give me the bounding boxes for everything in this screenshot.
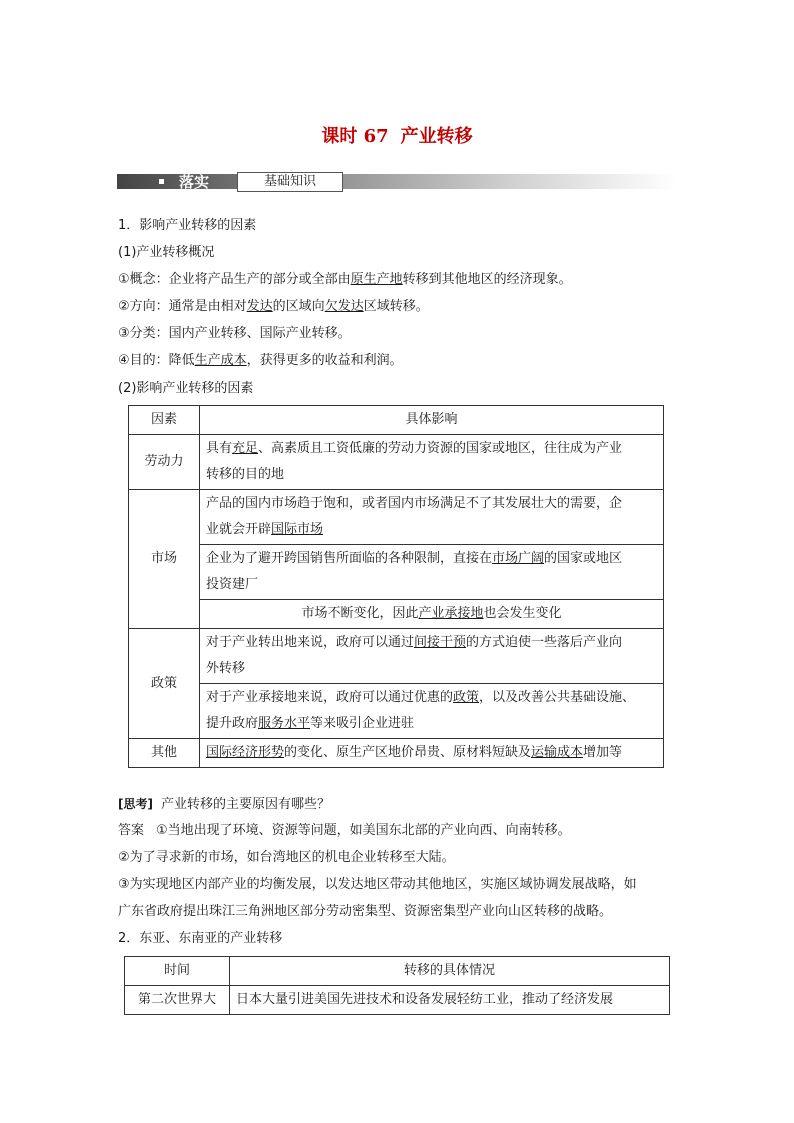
table-row <box>129 490 664 545</box>
answer-line-1 <box>118 821 571 841</box>
subheading-factors: (2)影响产业转移的因素 <box>118 381 254 396</box>
underlined-answer: 国际市场 <box>271 522 324 537</box>
answer-line-4: 广东省政府提出珠江三角洲地区部分劳动密集型、资源密集型产业向山区转移的战略。 <box>118 904 613 919</box>
effect-cell <box>200 600 664 629</box>
text: 具有 <box>206 441 233 456</box>
lesson-topic: 产业转移 <box>400 126 473 147</box>
effect-cell <box>200 435 664 490</box>
answer-line-2: ②为了寻求新的市场，如台湾地区的机电企业转移至大陆。 <box>118 850 455 865</box>
table-row <box>129 739 664 768</box>
answer-line-3: ③为实现地区内部产业的均衡发展，以发达地区带动其他地区，实施区域协调发展战略，如 <box>118 877 637 892</box>
text: 等来吸引企业进驻 <box>310 716 415 731</box>
underlined-answer: 原生产地 <box>350 272 403 287</box>
underlined-answer: 国际经济形势 <box>206 745 285 760</box>
text: ④目的：降低 <box>118 353 195 368</box>
effect-cell <box>200 629 664 684</box>
factor-cell: 政策 <box>129 629 200 739</box>
text: 投资建厂 <box>206 577 259 592</box>
table-header: 转移的具体情况 <box>230 957 670 986</box>
underlined-answer: 欠发达 <box>324 299 364 314</box>
table-row <box>129 600 664 629</box>
banner-lead: 落实 <box>179 173 210 191</box>
text: 增加等 <box>583 745 623 760</box>
subheading-overview: (1)产业转移概况 <box>118 245 215 260</box>
text: 外转移 <box>206 661 246 676</box>
section-banner <box>117 172 677 192</box>
text: 转移的目的地 <box>206 467 285 482</box>
text: ，以及改善公共基础设施、 <box>479 690 636 705</box>
table-header: 时间 <box>125 957 230 986</box>
factor-cell: 其他 <box>129 739 200 768</box>
text: 对于产业承接地来说，政府可以通过优惠的 <box>206 690 454 705</box>
factor-cell: 劳动力 <box>129 435 200 490</box>
effect-cell <box>200 490 664 545</box>
text: 的区域向 <box>272 299 325 314</box>
underlined-answer: 发达 <box>246 299 273 314</box>
category-line: ③分类：国内产业转移、国际产业转移。 <box>118 326 351 341</box>
text: 市场不断变化，因此 <box>301 606 419 621</box>
text: 产品的国内市场趋于饱和，或者国内市场满足不了其发展壮大的需要，企 <box>206 496 623 511</box>
time-cell: 第二次世界大 <box>125 986 230 1015</box>
banner-label: 基础知识 <box>237 172 343 192</box>
table-row <box>129 435 664 490</box>
factors-table <box>128 405 664 768</box>
effect-cell <box>200 545 664 600</box>
text: 也会发生变化 <box>483 606 562 621</box>
section1-heading: 1．影响产业转移的因素 <box>118 218 257 233</box>
concept-line <box>118 270 572 290</box>
underlined-answer: 产业承接地 <box>418 606 484 621</box>
page-title <box>0 122 794 148</box>
think-question <box>118 794 330 815</box>
underlined-answer: 市场广阔 <box>492 551 545 566</box>
text: 、高素质且工资低廉的劳动力资源的国家或地区，往往成为产业 <box>258 441 623 456</box>
answer-tag: 答案 <box>118 823 145 838</box>
table-row <box>129 629 664 684</box>
underlined-answer: 间接干预 <box>414 635 467 650</box>
transfer-table <box>124 956 670 1015</box>
table-row <box>129 545 664 600</box>
section2-heading: 2．东亚、东南亚的产业转移 <box>118 931 283 946</box>
text: 业就会开辟 <box>206 522 272 537</box>
effect-cell <box>200 684 664 739</box>
detail-cell: 日本大量引进美国先进技术和设备发展轻纺工业，推动了经济发展 <box>230 986 670 1015</box>
underlined-answer: 服务水平 <box>258 716 311 731</box>
text: 的方式迫使一些落后产业向 <box>466 635 623 650</box>
table-row <box>129 684 664 739</box>
table-header-row <box>125 957 670 986</box>
table-header-row <box>129 406 664 435</box>
effect-cell <box>200 739 664 768</box>
text: 对于产业转出地来说，政府可以通过 <box>206 635 415 650</box>
text: 的变化、原生产区地价昂贵、原材料短缺及 <box>284 745 532 760</box>
table-row <box>125 986 670 1015</box>
lesson-number: 课时 67 <box>321 126 389 147</box>
think-tag: [思考] <box>118 797 153 811</box>
underlined-answer: 运输成本 <box>531 745 584 760</box>
text: 转移到其他地区的经济现象。 <box>402 272 572 287</box>
text: ①概念：企业将产品生产的部分或全部由 <box>118 272 351 287</box>
table-header: 具体影响 <box>200 406 664 435</box>
text: 的国家或地区 <box>544 551 623 566</box>
square-bullet-icon <box>159 179 164 184</box>
table-header: 因素 <box>129 406 200 435</box>
underlined-answer: 政策 <box>453 690 480 705</box>
question-text: 产业转移的主要原因有哪些？ <box>160 797 330 812</box>
text: 提升政府 <box>206 716 259 731</box>
text: ，获得更多的收益和利润。 <box>246 353 403 368</box>
text: 企业为了避开跨国销售所面临的各种限制，直接在 <box>206 551 493 566</box>
underlined-answer: 生产成本 <box>194 353 247 368</box>
purpose-line <box>118 351 403 371</box>
text: 区域转移。 <box>363 299 429 314</box>
answer-text: ①当地出现了环境、资源等问题，如美国东北部的产业向西、向南转移。 <box>156 823 571 838</box>
underlined-answer: 充足 <box>232 441 259 456</box>
text: ②方向：通常是由相对 <box>118 299 247 314</box>
factor-cell: 市场 <box>129 490 200 629</box>
direction-line <box>118 297 429 317</box>
